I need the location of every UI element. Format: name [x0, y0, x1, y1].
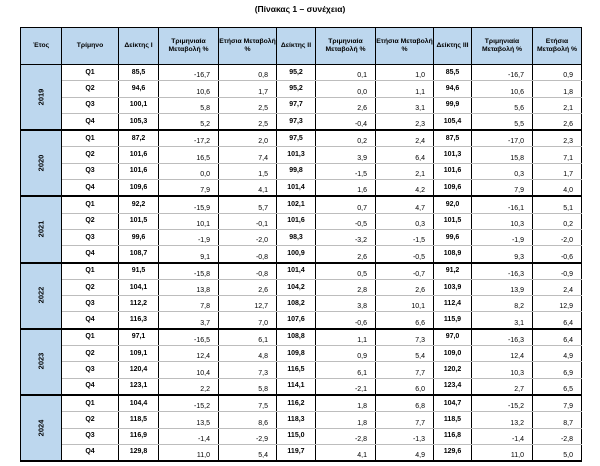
- index-cell: 116,9: [119, 428, 159, 444]
- value-cell: 4,2: [376, 180, 434, 197]
- value-cell: 0,7: [316, 196, 376, 213]
- quarter-cell: Q2: [62, 147, 119, 163]
- value-cell: 5,6: [472, 97, 533, 113]
- value-cell: -17,0: [472, 130, 533, 147]
- value-cell: 13,2: [472, 412, 533, 428]
- value-cell: 4,7: [376, 196, 434, 213]
- value-cell: 0,0: [159, 163, 219, 179]
- value-cell: 7,5: [219, 395, 277, 412]
- index-cell: 97,0: [434, 329, 472, 346]
- value-cell: 5,5: [472, 113, 533, 130]
- index-cell: 97,5: [277, 130, 316, 147]
- value-cell: 7,9: [472, 180, 533, 197]
- table-row: [21, 180, 582, 197]
- col-header-yoy-2: Ετήσια Μεταβολή %: [376, 28, 434, 65]
- value-cell: 5,1: [533, 196, 582, 213]
- value-cell: 6,0: [376, 378, 434, 395]
- value-cell: 6,4: [533, 312, 582, 329]
- quarter-cell: Q1: [62, 196, 119, 213]
- value-cell: 6,4: [533, 329, 582, 346]
- value-cell: 5,7: [219, 196, 277, 213]
- value-cell: 2,5: [219, 113, 277, 130]
- value-cell: -1,3: [376, 428, 434, 444]
- value-cell: 8,7: [533, 412, 582, 428]
- quarter-cell: Q1: [62, 65, 119, 81]
- table-row: [21, 312, 582, 329]
- value-cell: 8,2: [472, 296, 533, 312]
- table-row: [21, 147, 582, 163]
- year-label: 2021: [36, 220, 45, 238]
- index-cell: 92,2: [119, 196, 159, 213]
- table-row: [21, 296, 582, 312]
- value-cell: -0,6: [316, 312, 376, 329]
- value-cell: 3,7: [159, 312, 219, 329]
- index-cell: 109,1: [119, 346, 159, 362]
- index-cell: 104,4: [119, 395, 159, 412]
- quarter-cell: Q2: [62, 279, 119, 295]
- quarter-cell: Q2: [62, 213, 119, 229]
- quarter-cell: Q4: [62, 180, 119, 197]
- index-cell: 91,5: [119, 263, 159, 280]
- value-cell: 0,5: [316, 263, 376, 280]
- table-row: [21, 444, 582, 461]
- value-cell: 5,0: [533, 444, 582, 461]
- value-cell: -0,1: [219, 213, 277, 229]
- index-cell: 116,8: [434, 428, 472, 444]
- index-cell: 102,1: [277, 196, 316, 213]
- index-cell: 100,9: [277, 246, 316, 263]
- quarter-cell: Q3: [62, 163, 119, 179]
- value-cell: -1,4: [472, 428, 533, 444]
- value-cell: 7,9: [533, 395, 582, 412]
- index-cell: 109,0: [434, 346, 472, 362]
- value-cell: -1,9: [159, 229, 219, 245]
- year-label: 2024: [36, 419, 45, 436]
- table-row: [21, 81, 582, 97]
- index-cell: 87,5: [434, 130, 472, 147]
- index-cell: 115,0: [277, 428, 316, 444]
- value-cell: -3,2: [316, 229, 376, 245]
- value-cell: 6,8: [376, 395, 434, 412]
- value-cell: 10,6: [159, 81, 219, 97]
- index-cell: 87,2: [119, 130, 159, 147]
- value-cell: 0,0: [316, 81, 376, 97]
- value-cell: 7,1: [533, 147, 582, 163]
- quarter-cell: Q4: [62, 312, 119, 329]
- table-row: [21, 279, 582, 295]
- value-cell: 1,0: [376, 65, 434, 81]
- value-cell: -0,7: [376, 263, 434, 280]
- value-cell: -15,9: [159, 196, 219, 213]
- year-label: 2022: [36, 286, 45, 304]
- quarter-cell: Q2: [62, 81, 119, 97]
- value-cell: -15,8: [159, 263, 219, 280]
- index-cell: 101,3: [434, 147, 472, 163]
- index-cell: 97,1: [119, 329, 159, 346]
- index-cell: 116,3: [119, 312, 159, 329]
- value-cell: 3,1: [472, 312, 533, 329]
- index-cell: 101,5: [434, 213, 472, 229]
- table-row: [21, 412, 582, 428]
- value-cell: 0,9: [316, 346, 376, 362]
- value-cell: -0,4: [316, 113, 376, 130]
- value-cell: 12,4: [472, 346, 533, 362]
- value-cell: 0,9: [533, 65, 582, 81]
- index-cell: 97,3: [277, 113, 316, 130]
- value-cell: 10,6: [472, 81, 533, 97]
- index-cell: 97,7: [277, 97, 316, 113]
- value-cell: -16,3: [472, 329, 533, 346]
- value-cell: 3,8: [316, 296, 376, 312]
- value-cell: 2,7: [472, 378, 533, 395]
- index-cell: 101,4: [277, 180, 316, 197]
- index-cell: 108,2: [277, 296, 316, 312]
- value-cell: 1,8: [533, 81, 582, 97]
- index-cell: 101,3: [277, 147, 316, 163]
- quarter-cell: Q3: [62, 97, 119, 113]
- value-cell: 7,8: [159, 296, 219, 312]
- index-cell: 99,6: [434, 229, 472, 245]
- value-cell: 6,1: [316, 362, 376, 378]
- value-cell: 2,6: [533, 113, 582, 130]
- index-cell: 109,8: [277, 346, 316, 362]
- col-header-index-2: Δείκτης II: [277, 28, 316, 65]
- value-cell: 1,8: [316, 395, 376, 412]
- value-cell: 2,0: [219, 130, 277, 147]
- value-cell: 0,3: [472, 163, 533, 179]
- table-row: [21, 428, 582, 444]
- value-cell: 2,1: [533, 97, 582, 113]
- quarter-cell: Q3: [62, 296, 119, 312]
- index-cell: 100,1: [119, 97, 159, 113]
- data-table: [20, 27, 582, 462]
- value-cell: 10,3: [472, 362, 533, 378]
- index-cell: 95,2: [277, 65, 316, 81]
- quarter-cell: Q4: [62, 444, 119, 461]
- index-cell: 123,4: [434, 378, 472, 395]
- value-cell: 2,5: [219, 97, 277, 113]
- value-cell: -0,9: [533, 263, 582, 280]
- value-cell: -2,1: [316, 378, 376, 395]
- value-cell: 2,6: [219, 279, 277, 295]
- value-cell: 2,2: [159, 378, 219, 395]
- value-cell: -16,1: [472, 196, 533, 213]
- value-cell: 2,6: [376, 279, 434, 295]
- value-cell: 7,7: [376, 362, 434, 378]
- index-cell: 118,5: [434, 412, 472, 428]
- index-cell: 99,8: [277, 163, 316, 179]
- index-cell: 104,1: [119, 279, 159, 295]
- value-cell: 9,3: [472, 246, 533, 263]
- index-cell: 120,4: [119, 362, 159, 378]
- index-cell: 99,9: [434, 97, 472, 113]
- value-cell: 10,4: [159, 362, 219, 378]
- index-cell: 101,5: [119, 213, 159, 229]
- year-cell: [21, 263, 62, 329]
- index-cell: 108,8: [277, 329, 316, 346]
- table-row: [21, 130, 582, 147]
- value-cell: -2,0: [533, 229, 582, 245]
- value-cell: 8,6: [219, 412, 277, 428]
- value-cell: -17,2: [159, 130, 219, 147]
- value-cell: 3,1: [376, 97, 434, 113]
- quarter-cell: Q2: [62, 412, 119, 428]
- index-cell: 105,4: [434, 113, 472, 130]
- index-cell: 109,6: [434, 180, 472, 197]
- table-row: [21, 246, 582, 263]
- value-cell: 4,9: [376, 444, 434, 461]
- quarter-cell: Q3: [62, 428, 119, 444]
- value-cell: 6,1: [219, 329, 277, 346]
- value-cell: 5,8: [219, 378, 277, 395]
- value-cell: 0,2: [316, 130, 376, 147]
- value-cell: -2,8: [533, 428, 582, 444]
- value-cell: 13,9: [472, 279, 533, 295]
- value-cell: 15,8: [472, 147, 533, 163]
- value-cell: 6,9: [533, 362, 582, 378]
- col-header-index-3: Δείκτης III: [434, 28, 472, 65]
- value-cell: -16,7: [159, 65, 219, 81]
- value-cell: 6,6: [376, 312, 434, 329]
- table-row: [21, 346, 582, 362]
- year-label: 2020: [36, 154, 45, 172]
- header-row: [21, 28, 582, 65]
- quarter-cell: Q3: [62, 229, 119, 245]
- index-cell: 118,3: [277, 412, 316, 428]
- value-cell: 0,3: [376, 213, 434, 229]
- value-cell: 1,6: [316, 180, 376, 197]
- col-header-qoq-2: Τριμηνιαία Μεταβολή %: [316, 28, 376, 65]
- index-cell: 116,5: [277, 362, 316, 378]
- index-cell: 101,6: [434, 163, 472, 179]
- quarter-cell: Q1: [62, 329, 119, 346]
- value-cell: 11,0: [159, 444, 219, 461]
- index-cell: 123,1: [119, 378, 159, 395]
- table-row: [21, 163, 582, 179]
- value-cell: 5,4: [219, 444, 277, 461]
- table-row: [21, 229, 582, 245]
- value-cell: 7,7: [376, 412, 434, 428]
- value-cell: -2,8: [316, 428, 376, 444]
- quarter-cell: Q2: [62, 346, 119, 362]
- index-cell: 92,0: [434, 196, 472, 213]
- year-label: 2023: [36, 353, 45, 370]
- value-cell: 7,3: [219, 362, 277, 378]
- value-cell: -1,9: [472, 229, 533, 245]
- col-header-qoq-3: Τριμηνιαία Μεταβολή %: [472, 28, 533, 65]
- value-cell: 5,4: [376, 346, 434, 362]
- index-cell: 99,6: [119, 229, 159, 245]
- value-cell: -0,5: [376, 246, 434, 263]
- value-cell: -0,6: [533, 246, 582, 263]
- value-cell: -0,8: [219, 263, 277, 280]
- value-cell: -0,5: [316, 213, 376, 229]
- table-row: [21, 213, 582, 229]
- index-cell: 101,6: [277, 213, 316, 229]
- index-cell: 85,5: [119, 65, 159, 81]
- year-cell: [21, 395, 62, 461]
- value-cell: 7,4: [219, 147, 277, 163]
- index-cell: 108,7: [119, 246, 159, 263]
- index-cell: 112,4: [434, 296, 472, 312]
- value-cell: 2,8: [316, 279, 376, 295]
- index-cell: 105,3: [119, 113, 159, 130]
- value-cell: 7,9: [159, 180, 219, 197]
- table-row: [21, 113, 582, 130]
- year-cell: [21, 196, 62, 262]
- value-cell: 4,9: [533, 346, 582, 362]
- quarter-cell: Q1: [62, 130, 119, 147]
- value-cell: 4,8: [219, 346, 277, 362]
- quarter-cell: Q4: [62, 113, 119, 130]
- value-cell: 7,0: [219, 312, 277, 329]
- quarter-cell: Q4: [62, 246, 119, 263]
- table-row: [21, 65, 582, 81]
- index-cell: 101,4: [277, 263, 316, 280]
- value-cell: 2,4: [376, 130, 434, 147]
- quarter-cell: Q1: [62, 395, 119, 412]
- value-cell: 11,0: [472, 444, 533, 461]
- value-cell: 7,3: [376, 329, 434, 346]
- value-cell: -15,2: [472, 395, 533, 412]
- col-header-yoy-3: Ετήσια Μεταβολή %: [533, 28, 582, 65]
- value-cell: 0,2: [533, 213, 582, 229]
- index-cell: 91,2: [434, 263, 472, 280]
- value-cell: -1,4: [159, 428, 219, 444]
- value-cell: 1,1: [316, 329, 376, 346]
- value-cell: 4,0: [533, 180, 582, 197]
- value-cell: 5,8: [159, 97, 219, 113]
- value-cell: 12,7: [219, 296, 277, 312]
- value-cell: 6,4: [376, 147, 434, 163]
- table-row: [21, 395, 582, 412]
- index-cell: 101,6: [119, 163, 159, 179]
- index-cell: 98,3: [277, 229, 316, 245]
- value-cell: 2,1: [376, 163, 434, 179]
- value-cell: 12,9: [533, 296, 582, 312]
- value-cell: 2,3: [376, 113, 434, 130]
- table-row: [21, 329, 582, 346]
- index-cell: 107,6: [277, 312, 316, 329]
- index-cell: 120,2: [434, 362, 472, 378]
- value-cell: 1,1: [376, 81, 434, 97]
- index-cell: 114,1: [277, 378, 316, 395]
- value-cell: -2,9: [219, 428, 277, 444]
- value-cell: -16,5: [159, 329, 219, 346]
- table-caption: (Πίνακας 1 – συνέχεια): [254, 4, 346, 14]
- index-cell: 116,2: [277, 395, 316, 412]
- value-cell: -15,2: [159, 395, 219, 412]
- index-cell: 109,6: [119, 180, 159, 197]
- value-cell: 4,1: [316, 444, 376, 461]
- col-header-index-1: Δείκτης I: [119, 28, 159, 65]
- table-body: [21, 65, 582, 462]
- value-cell: 1,5: [219, 163, 277, 179]
- index-cell: 119,7: [277, 444, 316, 461]
- value-cell: 13,8: [159, 279, 219, 295]
- table-row: [21, 263, 582, 280]
- value-cell: 2,4: [533, 279, 582, 295]
- value-cell: 6,5: [533, 378, 582, 395]
- value-cell: -16,7: [472, 65, 533, 81]
- index-cell: 94,6: [434, 81, 472, 97]
- col-header-year: Έτος: [21, 28, 62, 65]
- col-header-quarter: Τρίμηνο: [62, 28, 119, 65]
- year-cell: [21, 329, 62, 395]
- index-cell: 104,7: [434, 395, 472, 412]
- index-cell: 101,6: [119, 147, 159, 163]
- value-cell: 1,8: [316, 412, 376, 428]
- col-header-yoy-1: Ετήσια Μεταβολή %: [219, 28, 277, 65]
- value-cell: 10,1: [159, 213, 219, 229]
- value-cell: -2,0: [219, 229, 277, 245]
- value-cell: 2,6: [316, 97, 376, 113]
- value-cell: 0,1: [316, 65, 376, 81]
- value-cell: 0,8: [219, 65, 277, 81]
- value-cell: 12,4: [159, 346, 219, 362]
- index-cell: 118,5: [119, 412, 159, 428]
- index-cell: 115,9: [434, 312, 472, 329]
- value-cell: 1,7: [219, 81, 277, 97]
- value-cell: 2,3: [533, 130, 582, 147]
- index-cell: 95,2: [277, 81, 316, 97]
- index-cell: 104,2: [277, 279, 316, 295]
- quarter-cell: Q3: [62, 362, 119, 378]
- value-cell: -16,3: [472, 263, 533, 280]
- table-row: [21, 97, 582, 113]
- value-cell: 3,9: [316, 147, 376, 163]
- index-cell: 94,6: [119, 81, 159, 97]
- value-cell: 10,1: [376, 296, 434, 312]
- value-cell: 1,7: [533, 163, 582, 179]
- quarter-cell: Q1: [62, 263, 119, 280]
- col-header-qoq-1: Τριμηνιαία Μεταβολή %: [159, 28, 219, 65]
- quarter-cell: Q4: [62, 378, 119, 395]
- value-cell: 2,6: [316, 246, 376, 263]
- value-cell: -0,8: [219, 246, 277, 263]
- value-cell: -1,5: [316, 163, 376, 179]
- value-cell: 13,5: [159, 412, 219, 428]
- value-cell: 5,2: [159, 113, 219, 130]
- table-row: [21, 378, 582, 395]
- year-cell: [21, 65, 62, 131]
- table-row: [21, 196, 582, 213]
- year-label: 2019: [36, 88, 45, 105]
- index-cell: 108,9: [434, 246, 472, 263]
- value-cell: 4,1: [219, 180, 277, 197]
- index-cell: 129,8: [119, 444, 159, 461]
- value-cell: 16,5: [159, 147, 219, 163]
- index-cell: 85,5: [434, 65, 472, 81]
- index-cell: 103,9: [434, 279, 472, 295]
- value-cell: 10,3: [472, 213, 533, 229]
- index-cell: 112,2: [119, 296, 159, 312]
- value-cell: -1,5: [376, 229, 434, 245]
- index-cell: 129,6: [434, 444, 472, 461]
- year-cell: [21, 130, 62, 196]
- value-cell: 9,1: [159, 246, 219, 263]
- table-row: [21, 362, 582, 378]
